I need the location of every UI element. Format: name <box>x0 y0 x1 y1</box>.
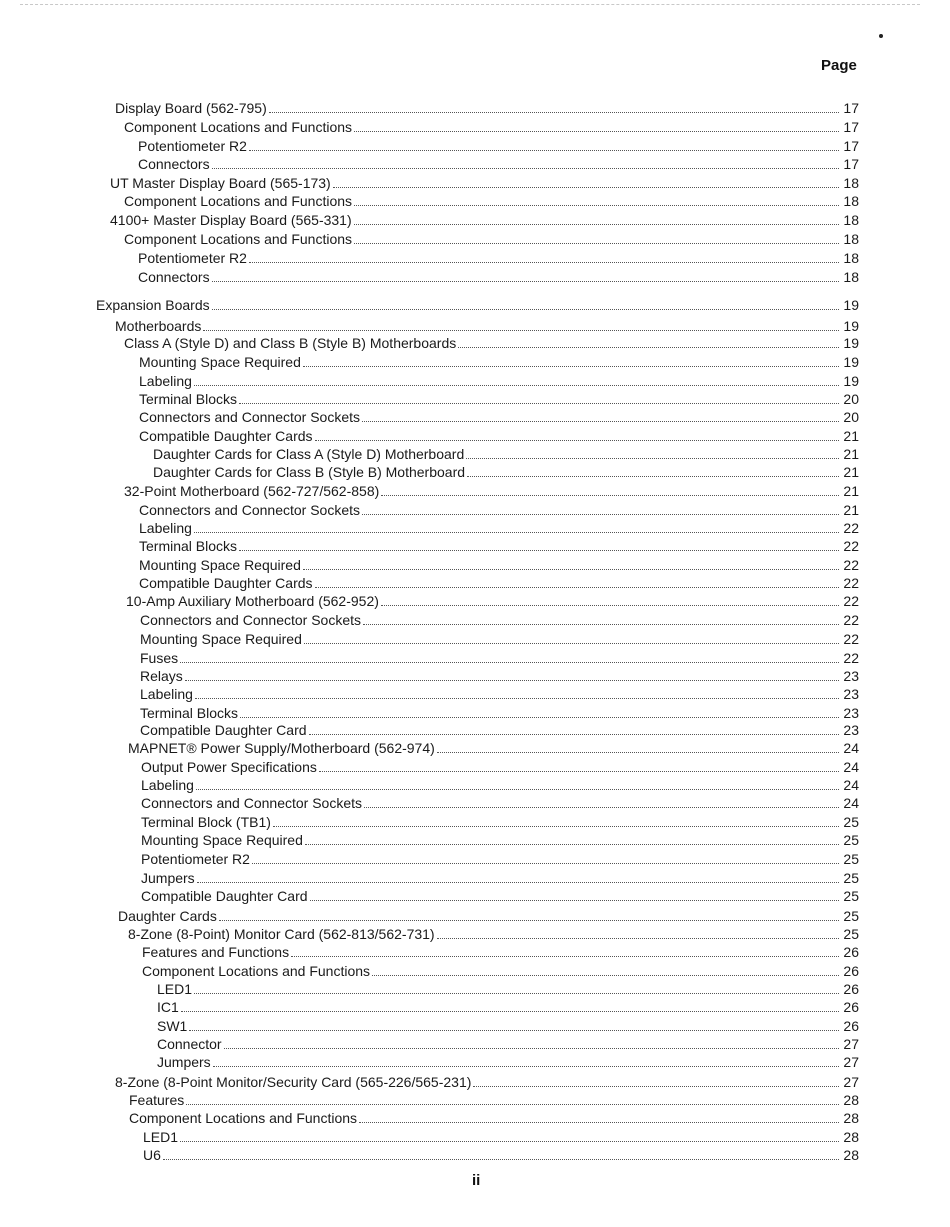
dot-leader <box>181 1011 839 1012</box>
dot-leader <box>269 112 839 113</box>
toc-entry[interactable] <box>139 426 859 444</box>
toc-entry-page: 22 <box>843 575 859 591</box>
toc-entry-title: Potentiometer R2 <box>138 250 247 266</box>
toc-entry-page: 22 <box>843 631 859 647</box>
toc-entry[interactable] <box>140 629 859 647</box>
toc-entry-page: 24 <box>843 777 859 793</box>
dot-leader <box>364 807 839 808</box>
toc-entry[interactable] <box>157 1034 859 1052</box>
toc-entry[interactable] <box>124 229 859 247</box>
toc-entry[interactable] <box>141 775 859 793</box>
dot-leader <box>219 920 839 921</box>
toc-entry-title: Jumpers <box>157 1054 211 1070</box>
toc-entry[interactable] <box>140 610 859 628</box>
toc-entry-page: 22 <box>843 557 859 573</box>
toc-entry[interactable] <box>143 1127 859 1145</box>
toc-entry-title: Daughter Cards for Class A (Style D) Motherboard <box>153 446 465 462</box>
toc-entry-title: Connectors <box>138 156 210 172</box>
dot-leader <box>310 900 839 901</box>
toc-entry-title: Compatible Daughter Cards <box>139 575 313 591</box>
toc-entry-title: Labeling <box>139 520 192 536</box>
dot-leader <box>381 495 839 496</box>
toc-entry-page: 26 <box>843 963 859 979</box>
toc-entry[interactable] <box>115 316 859 334</box>
toc-entry-title: Component Locations and Functions <box>129 1110 358 1126</box>
toc-entry-title: Component Locations and Functions <box>124 119 353 135</box>
toc-entry-title: U6 <box>143 1147 161 1163</box>
toc-entry-page: 27 <box>843 1074 859 1090</box>
toc-entry-page: 22 <box>843 650 859 666</box>
toc-entry[interactable] <box>142 961 859 979</box>
dot-leader <box>194 385 839 386</box>
toc-entry[interactable] <box>96 295 859 313</box>
toc-entry-page: 22 <box>843 612 859 628</box>
toc-entry[interactable] <box>138 248 859 266</box>
dot-leader <box>189 1030 839 1031</box>
toc-entry-page: 18 <box>843 231 859 247</box>
toc-entry[interactable] <box>153 444 859 462</box>
page-column-header: Page <box>821 57 857 74</box>
toc-entry-page: 18 <box>843 250 859 266</box>
toc-entry-title: Connectors and Connector Sockets <box>141 795 363 811</box>
toc-entry-page: 28 <box>843 1110 859 1126</box>
toc-entry-page: 22 <box>843 520 859 536</box>
toc-entry-title: Labeling <box>139 373 192 389</box>
toc-entry-page: 26 <box>843 944 859 960</box>
toc-entry-title: Labeling <box>141 777 194 793</box>
toc-entry-title: Motherboards <box>115 318 202 334</box>
toc-entry-page: 17 <box>843 100 859 116</box>
toc-entry-page: 21 <box>843 502 859 518</box>
dot-leader <box>362 514 839 515</box>
dot-leader <box>437 938 839 939</box>
toc-entry[interactable] <box>139 389 859 407</box>
dot-leader <box>319 771 839 772</box>
dot-leader <box>315 587 839 588</box>
toc-entry-title: 32-Point Motherboard (562-727/562-858) <box>124 483 380 499</box>
dot-leader <box>252 863 839 864</box>
toc-entry-title: Fuses <box>140 650 179 666</box>
toc-entry-title: Mounting Space Required <box>140 631 302 647</box>
toc-entry-title: Connectors and Connector Sockets <box>139 502 361 518</box>
toc-entry-page: 23 <box>843 668 859 684</box>
toc-entry-title: UT Master Display Board (565-173) <box>110 175 331 191</box>
toc-entry[interactable] <box>139 573 859 591</box>
dot-leader <box>195 698 839 699</box>
toc-entry-page: 18 <box>843 212 859 228</box>
toc-entry-page: 17 <box>843 138 859 154</box>
toc-entry-page: 19 <box>843 318 859 334</box>
dot-leader <box>354 205 839 206</box>
dot-leader <box>203 330 839 331</box>
dot-leader <box>212 309 839 310</box>
toc-entry-page: 23 <box>843 705 859 721</box>
dot-leader <box>473 1086 839 1087</box>
dot-leader <box>196 789 839 790</box>
toc-entry-title: Jumpers <box>141 870 195 886</box>
toc-entry[interactable] <box>124 191 859 209</box>
toc-entry-page: 25 <box>843 926 859 942</box>
dot-leader <box>239 403 839 404</box>
toc-entry-page: 22 <box>843 538 859 554</box>
toc-entry[interactable] <box>140 703 859 721</box>
toc-entry[interactable] <box>138 136 859 154</box>
toc-entry-page: 25 <box>843 870 859 886</box>
toc-entry[interactable] <box>141 793 859 811</box>
toc-entry[interactable] <box>128 738 859 756</box>
dot-leader <box>291 956 839 957</box>
toc-entry-title: Component Locations and Functions <box>142 963 371 979</box>
toc-entry[interactable] <box>140 666 859 684</box>
toc-entry[interactable] <box>157 997 859 1015</box>
toc-entry[interactable] <box>128 924 859 942</box>
toc-entry-page: 28 <box>843 1092 859 1108</box>
dot-leader <box>359 1122 839 1123</box>
dot-leader <box>224 1048 839 1049</box>
toc-entry[interactable] <box>142 942 859 960</box>
toc-entry[interactable] <box>115 1072 859 1090</box>
toc-entry[interactable] <box>139 536 859 554</box>
dot-leader <box>212 168 839 169</box>
toc-entry-page: 27 <box>843 1054 859 1070</box>
toc-entry[interactable] <box>157 1016 859 1034</box>
dot-leader <box>354 224 839 225</box>
dot-leader <box>315 440 839 441</box>
toc-entry-page: 17 <box>843 156 859 172</box>
toc-entry[interactable] <box>139 371 859 389</box>
toc-entry[interactable] <box>138 267 859 285</box>
toc-entry[interactable] <box>110 210 859 228</box>
toc-entry-page: 28 <box>843 1147 859 1163</box>
dot-leader <box>249 150 839 151</box>
dot-leader <box>249 262 839 263</box>
dot-leader <box>303 366 839 367</box>
toc-entry-page: 25 <box>843 908 859 924</box>
toc-entry-title: LED1 <box>157 981 193 997</box>
toc-entry-page: 21 <box>843 446 859 462</box>
toc-entry-page: 21 <box>843 464 859 480</box>
dot-leader <box>186 1104 839 1105</box>
toc-entry-page: 18 <box>843 269 859 285</box>
dot-leader <box>458 347 839 348</box>
footer-page-number: ii <box>472 1172 481 1189</box>
dot-leader <box>185 680 839 681</box>
toc-entry[interactable] <box>141 812 859 830</box>
toc-entry-title: Class A (Style D) and Class B (Style B) Motherboards <box>124 335 457 351</box>
toc-entry-page: 18 <box>843 193 859 209</box>
toc-entry-title: Component Locations and Functions <box>124 231 353 247</box>
toc-entry-title: Terminal Blocks <box>140 705 239 721</box>
toc-entry[interactable] <box>126 591 859 609</box>
dot-leader <box>363 624 839 625</box>
toc-entry-title: 4100+ Master Display Board (565-331) <box>110 212 352 228</box>
toc-entry-title: Terminal Blocks <box>139 538 238 554</box>
toc-entry[interactable] <box>141 849 859 867</box>
toc-entry-page: 25 <box>843 851 859 867</box>
toc-entry-page: 19 <box>843 354 859 370</box>
toc-entry-title: Compatible Daughter Cards <box>139 428 313 444</box>
toc-entry[interactable] <box>141 830 859 848</box>
toc-entry-title: Features and Functions <box>142 944 290 960</box>
dot-leader <box>381 605 839 606</box>
toc-entry-page: 23 <box>843 686 859 702</box>
toc-entry-title: Features <box>129 1092 185 1108</box>
dot-leader <box>213 1066 839 1067</box>
dot-leader <box>467 476 839 477</box>
toc-entry-title: Expansion Boards <box>96 297 210 313</box>
toc-entry[interactable] <box>129 1108 859 1126</box>
toc-entry-page: 19 <box>843 297 859 313</box>
dot-leader <box>240 717 839 718</box>
toc-entry-page: 17 <box>843 119 859 135</box>
dot-leader <box>194 532 839 533</box>
dot-leader <box>239 550 839 551</box>
toc-entry-title: Terminal Block (TB1) <box>141 814 271 830</box>
toc-entry[interactable] <box>157 1052 859 1070</box>
toc-entry-title: SW1 <box>157 1018 188 1034</box>
dot-leader <box>303 569 839 570</box>
toc-entry-title: Display Board (562-795) <box>115 100 267 116</box>
dot-leader <box>304 643 839 644</box>
toc-entry-title: Daughter Cards for Class B (Style B) Motherboard <box>153 464 466 480</box>
toc-entry-page: 20 <box>843 391 859 407</box>
toc-entry-title: 8-Zone (8-Point Monitor/Security Card (565-226/565-231) <box>115 1074 472 1090</box>
toc-entry-title: LED1 <box>143 1129 179 1145</box>
toc-entry-page: 24 <box>843 795 859 811</box>
toc-entry-page: 19 <box>843 373 859 389</box>
toc-entry-page: 25 <box>843 832 859 848</box>
toc-entry[interactable] <box>124 117 859 135</box>
toc-entry-title: Potentiometer R2 <box>138 138 247 154</box>
toc-entry[interactable] <box>129 1090 859 1108</box>
toc-entry-title: Terminal Blocks <box>139 391 238 407</box>
dot-leader <box>333 187 839 188</box>
toc-entry-title: Compatible Daughter Card <box>140 722 307 738</box>
dot-leader <box>180 1141 839 1142</box>
toc-entry-page: 22 <box>843 593 859 609</box>
dot-leader <box>180 662 839 663</box>
toc-entry-title: Potentiometer R2 <box>141 851 250 867</box>
toc-entry[interactable] <box>138 154 859 172</box>
toc-entry-page: 27 <box>843 1036 859 1052</box>
toc-entry-page: 20 <box>843 409 859 425</box>
toc-entry[interactable] <box>115 98 859 116</box>
toc-entry-title: 10-Amp Auxiliary Motherboard (562-952) <box>126 593 379 609</box>
toc-entry-title: Connectors and Connector Sockets <box>139 409 361 425</box>
toc-entry-page: 18 <box>843 175 859 191</box>
toc-entry-title: Mounting Space Required <box>139 557 301 573</box>
toc-entry-page: 25 <box>843 888 859 904</box>
toc-entry[interactable] <box>124 333 859 351</box>
toc-entry[interactable] <box>153 462 859 480</box>
toc-entry[interactable] <box>139 500 859 518</box>
toc-entry-page: 26 <box>843 981 859 997</box>
dot-leader <box>212 281 839 282</box>
toc-entry[interactable] <box>141 757 859 775</box>
dot-leader <box>466 458 839 459</box>
dot-leader <box>354 131 839 132</box>
dot-leader <box>305 844 839 845</box>
toc-entry-title: Connectors and Connector Sockets <box>140 612 362 628</box>
toc-entry[interactable] <box>141 868 859 886</box>
dot-leader <box>194 993 839 994</box>
dot-leader <box>354 243 839 244</box>
dot-leader <box>362 421 839 422</box>
toc-entry-title: IC1 <box>157 999 179 1015</box>
dot-leader <box>309 734 839 735</box>
toc-entry[interactable] <box>140 684 859 702</box>
toc-entry-page: 23 <box>843 722 859 738</box>
toc-entry[interactable] <box>139 518 859 536</box>
toc-entry-title: 8-Zone (8-Point) Monitor Card (562-813/562-731) <box>128 926 435 942</box>
dot-leader <box>163 1159 839 1160</box>
toc-entry-title: Mounting Space Required <box>141 832 303 848</box>
toc-entry-page: 28 <box>843 1129 859 1145</box>
dot-leader <box>273 826 839 827</box>
toc-entry[interactable] <box>118 906 859 924</box>
toc-entry-page: 19 <box>843 335 859 351</box>
toc-entry-title: Compatible Daughter Card <box>141 888 308 904</box>
toc-entry[interactable] <box>143 1145 859 1163</box>
toc-entry-title: Output Power Specifications <box>141 759 317 775</box>
scan-dot-mark <box>879 34 883 38</box>
toc-entry-page: 25 <box>843 814 859 830</box>
dot-leader <box>197 882 839 883</box>
toc-entry-page: 21 <box>843 483 859 499</box>
toc-entry-title: Connector <box>157 1036 222 1052</box>
toc-entry-title: Daughter Cards <box>118 908 217 924</box>
toc-entry-title: Connectors <box>138 269 210 285</box>
toc-entry-title: Mounting Space Required <box>139 354 301 370</box>
toc-entry-title: Component Locations and Functions <box>124 193 353 209</box>
toc-entry[interactable] <box>110 173 859 191</box>
dot-leader <box>372 975 839 976</box>
toc-entry[interactable] <box>157 979 859 997</box>
toc-entry[interactable] <box>139 407 859 425</box>
toc-entry-title: Relays <box>140 668 183 684</box>
scan-edge-line <box>20 4 920 5</box>
toc-entry[interactable] <box>140 720 859 738</box>
toc-entry-page: 24 <box>843 759 859 775</box>
toc-entry-title: MAPNET® Power Supply/Motherboard (562-974) <box>128 740 435 756</box>
dot-leader <box>437 752 839 753</box>
toc-entry[interactable] <box>140 648 859 666</box>
toc-entry[interactable] <box>139 555 859 573</box>
toc-entry-page: 26 <box>843 999 859 1015</box>
toc-entry[interactable] <box>139 352 859 370</box>
toc-entry-page: 21 <box>843 428 859 444</box>
toc-entry-page: 24 <box>843 740 859 756</box>
toc-entry[interactable] <box>141 886 859 904</box>
toc-entry-page: 26 <box>843 1018 859 1034</box>
toc-entry-title: Labeling <box>140 686 193 702</box>
toc-entry[interactable] <box>124 481 859 499</box>
